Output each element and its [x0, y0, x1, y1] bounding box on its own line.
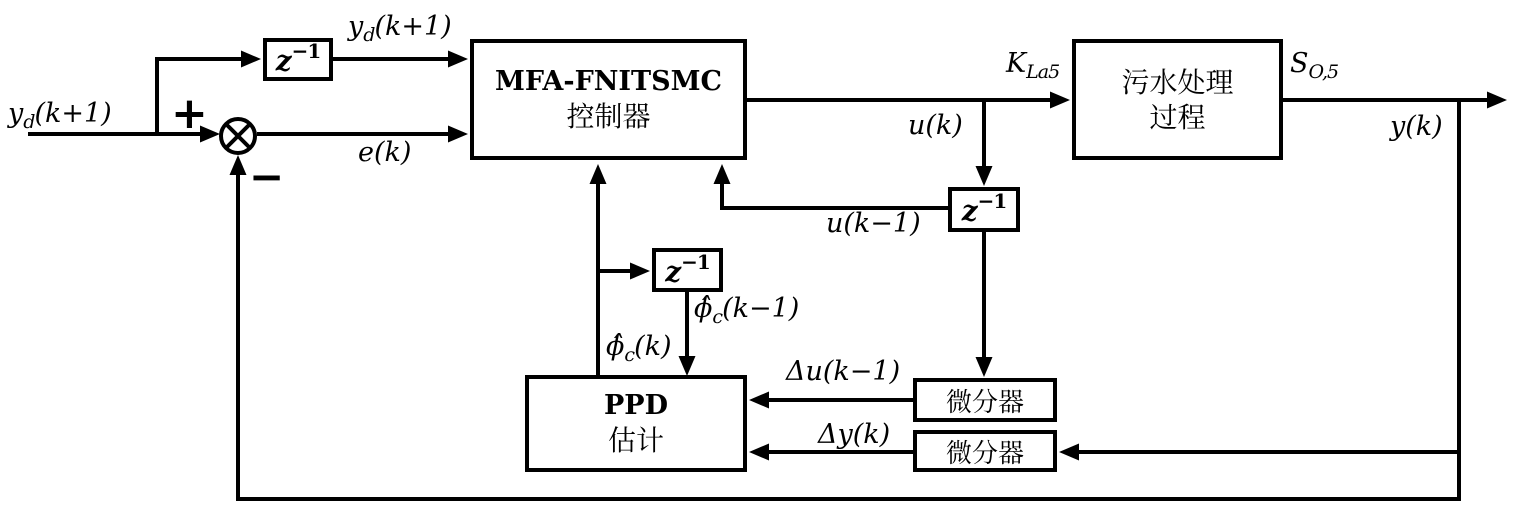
signal-reference: $y_d(k+1)$: [8, 98, 112, 133]
controller-title: MFA-FNITSMC: [494, 66, 723, 98]
delay-label: $z^{-1}$: [275, 39, 321, 78]
process-title-line1: 污水处理: [1121, 65, 1234, 99]
delay-block-middle: [652, 248, 723, 292]
signal-so5: $S_{O,5}$: [1290, 48, 1339, 83]
minus-sign: −: [249, 152, 285, 201]
ppd-estimator-block: [525, 375, 747, 472]
differentiator-y-label: 微分器: [945, 438, 1024, 469]
differentiator-u-label: 微分器: [945, 387, 1024, 418]
delay-block-top: [263, 38, 333, 81]
controller-subtitle: 控制器: [566, 99, 651, 133]
process-block: [1072, 39, 1283, 160]
signal-control-delayed: u(k−1): [826, 208, 921, 239]
delay-block-right: [948, 187, 1020, 232]
signal-delta-y: Δy(k): [818, 419, 891, 450]
differentiator-u-block: [913, 378, 1057, 422]
signal-delta-u: Δu(k−1): [786, 356, 901, 387]
summing-junction: [221, 119, 255, 153]
process-title-line2: 过程: [1149, 100, 1206, 134]
ppd-title: PPD: [603, 390, 669, 422]
delay-label: $z^{-1}$: [665, 249, 710, 289]
controller-block: [470, 39, 747, 160]
differentiator-y-block: [913, 430, 1057, 472]
signal-control: u(k): [908, 110, 963, 141]
signal-kla5: $K_{La5}$: [1006, 48, 1060, 83]
signal-ppd-estimate-delayed: $\phî_c(k-1)$: [694, 293, 800, 328]
delay-label: $z^{-1}$: [961, 189, 1007, 228]
signal-reference-delayed: $y_d(k+1)$: [348, 11, 452, 46]
signal-output: y(k): [1390, 111, 1443, 142]
signal-error: e(k): [358, 137, 412, 168]
wire-control-delayed: [722, 182, 948, 208]
signal-ppd-estimate: $\phî_c(k)$: [606, 331, 672, 366]
plus-sign: +: [171, 88, 208, 139]
ppd-subtitle: 估计: [607, 423, 664, 457]
